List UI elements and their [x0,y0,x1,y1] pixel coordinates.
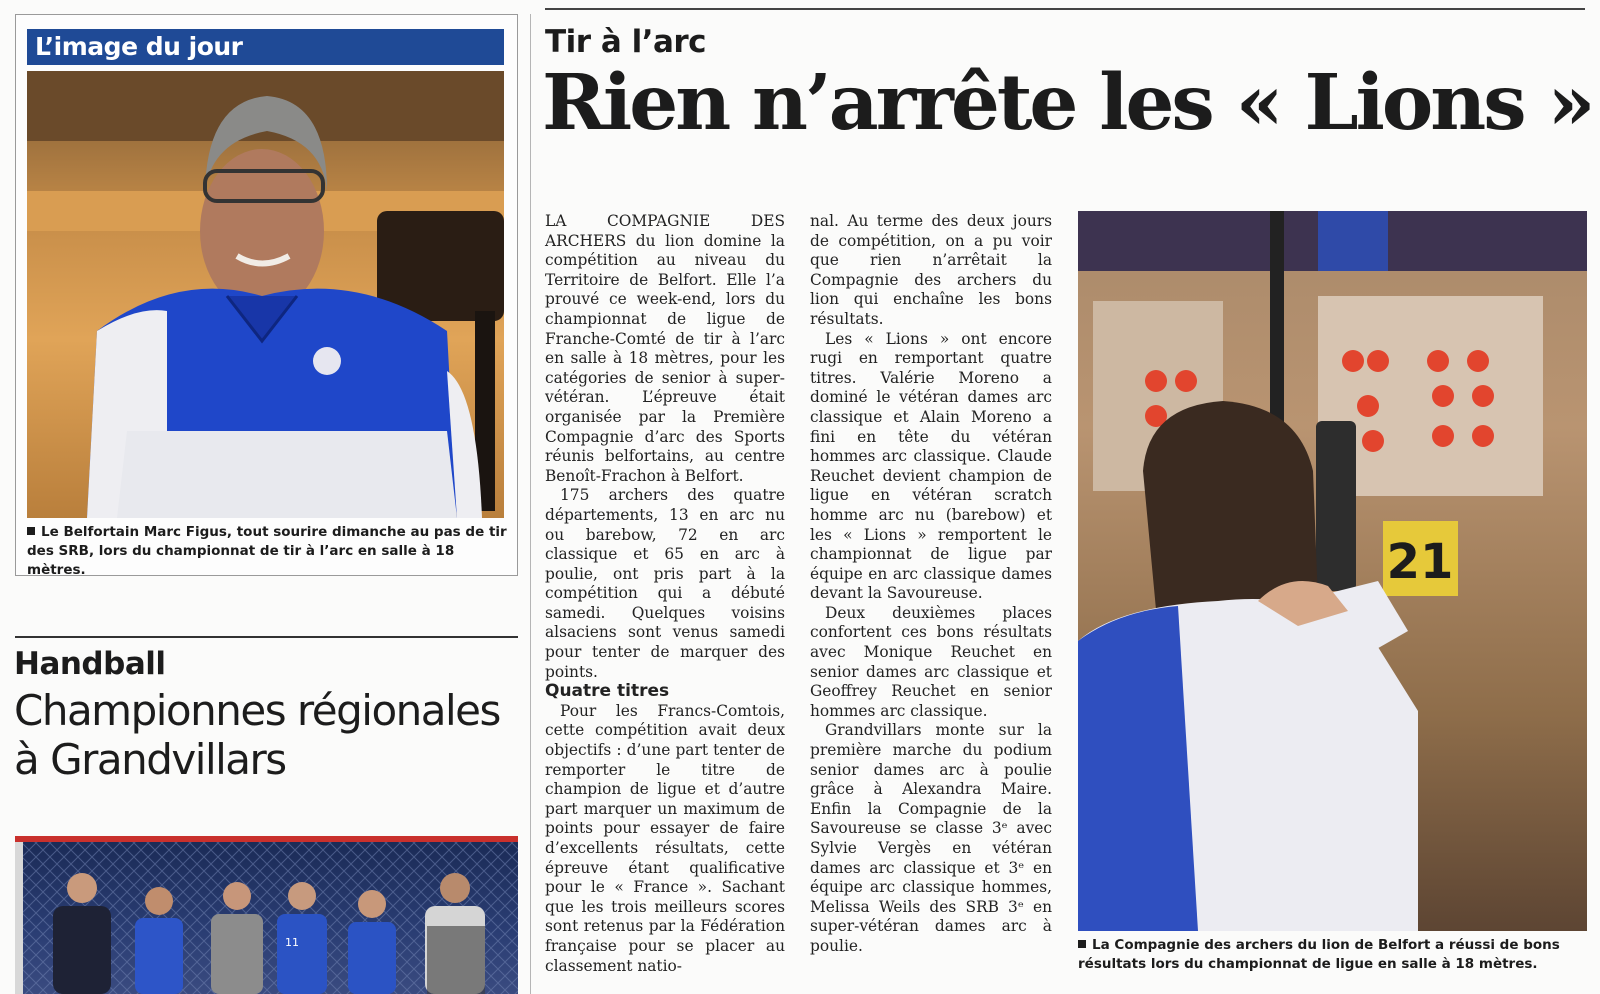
caption-square-icon [27,527,35,535]
handball-team-illustration [15,836,518,994]
article-kicker: Tir à l’arc [545,24,707,60]
handball-jersey-number: 11 [285,936,299,949]
archer-photo-caption [1078,936,1598,974]
article-paragraph: LA COMPAGNIE DES ARCHERS du lion domine la compétition au niveau du Territoire de Belfort. Elle l’a prouvé ce week-end, lors du championnat de ligue de Franche-Comté de tir à l’arc en salle à 18 mètres, pour les catégories de senior à super-vétéran. L’épreuve était organisée par la Première Compagnie d’arc des Sports réunis belfortains, au centre Benoît-Frachon à Belfort. [545,212,785,485]
article-paragraph: Pour les Francs-Comtois, cette compétition avait deux objectifs : d’une part tenter de remporter le titre de champion de ligue et d’autre part marquer un maximum de points pour essayer de faire d’excellents résultats, cette épreuve étant qualificative pour le « France ». Sachant que les trois meilleurs scores sont retenus par la Fédération française pour se placer au classement natio- [545,701,785,975]
image-of-day-banner: L’image du jour [27,29,504,65]
archer-photo [1078,211,1587,931]
article-subhead: Quatre titres [545,681,670,702]
archer-photo-caption-text: La Compagnie des archers du lion de Belfort a réussi de bons résultats lors du championnat de ligue en salle à 18 mètres. [1078,937,1560,972]
image-of-day-photo [27,71,504,518]
article-paragraph: nal. Au terme des deux jours de compétition, on a pu voir que rien n’arrêtait la Compagnie des archers du lion qui enchaîne les bons résultats. [810,212,1052,328]
target-number: 21 [1386,534,1454,590]
image-of-day-caption [27,523,507,580]
article-paragraph: 175 archers des quatre départements, 13 en arc nu ou barebow, 72 en arc classique et 65 en arc à poulie, ont pris part à la compétition qui a débuté samedi. Quelques voisins alsaciens sont venus samedi pour tenter de marquer des points. [545,486,785,681]
article-paragraph: Deux deuxièmes places confortent ces bons résultats avec Monique Reuchet en senior dames arc classique et Geoffrey Reuchet en senior hommes arc classique. [810,603,1052,720]
archer-portrait-illustration [27,71,504,518]
top-rule [545,8,1585,10]
column-separator [530,14,531,994]
handball-kicker: Handball [14,646,166,682]
archer-photo-illustration [1078,211,1587,931]
article-paragraph: Les « Lions » ont encore rugi en remportant quatre titres. Valérie Moreno a dominé le vétéran dames arc classique et Alain Moreno a fini en tête du vétéran hommes arc classique. Claude Reuchet devient champion de ligue en vétéran scratch homme arc nu (barebow) et les « Lions » remportent le championnat de ligue par équipe en arc classique dames devant la Savoureuse. [810,329,1052,603]
article-column-2 [810,212,1052,957]
article-headline: Rien n’arrête les « Lions » [542,58,1593,148]
caption-square-icon [1078,940,1086,948]
handball-headline: Championnes régionales à Grandvillars [14,686,500,784]
article-paragraph: Grandvillars monte sur la première marche du podium senior dames arc à poulie grâce à Alexandra Maire. Enfin la Compagnie de la Savoureuse se classe 3ᵉ avec Sylvie Vergès en vétéran dames arc classique et 3ᵉ en équipe arc classique hommes, Melissa Weils des SRB 3ᵉ en super-vétéran dames arc à poulie. [810,721,1052,955]
article-column-1 [545,212,785,976]
handball-rule [15,636,518,638]
image-of-day-caption-text: Le Belfortain Marc Figus, tout sourire dimanche au pas de tir des SRB, lors du championnat de tir à l’arc en salle à 18 mètres. [27,524,507,578]
handball-team-photo [15,836,518,994]
